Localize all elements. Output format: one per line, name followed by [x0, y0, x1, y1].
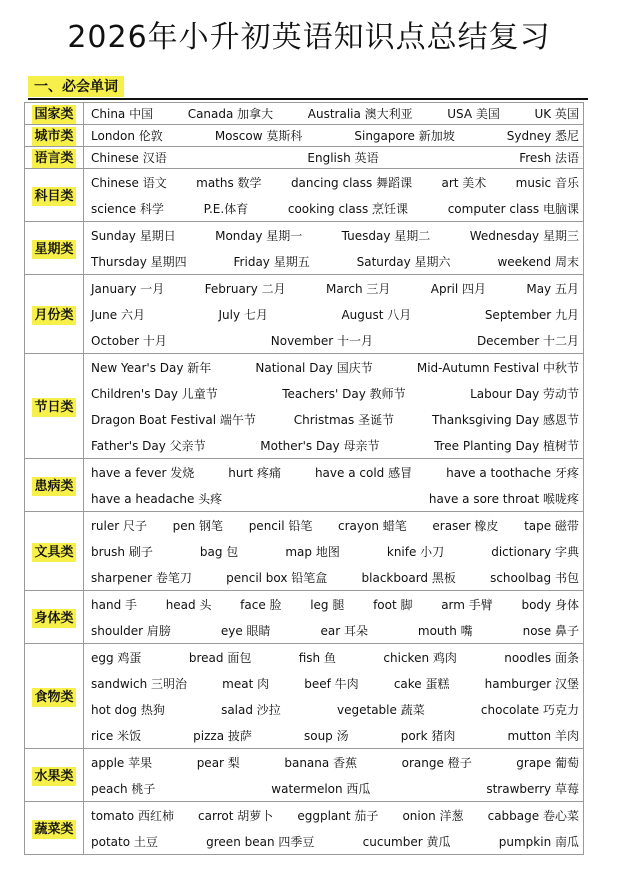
vocab-word: cucumber 黄瓜	[362, 834, 451, 849]
vocab-word: have a headache 头疼	[91, 491, 223, 506]
vocab-word: banana 香蕉	[284, 755, 358, 770]
vocab-word: National Day 国庆节	[255, 360, 373, 375]
vocab-word: peach 桃子	[91, 781, 156, 796]
vocab-word: leg 腿	[310, 597, 345, 612]
category-row	[25, 103, 584, 125]
vocab-word: P.E.体育	[203, 201, 249, 216]
category-label: 语言类	[34, 151, 74, 166]
word-line	[91, 380, 579, 406]
vocab-word: Father's Day 父亲节	[91, 438, 206, 453]
vocab-word: pen 钢笔	[172, 518, 224, 533]
vocab-word: January 一月	[91, 281, 165, 296]
vocab-word: June 六月	[91, 307, 145, 322]
vocab-word: Christmas 圣诞节	[293, 412, 395, 427]
vocab-word: hot dog 热狗	[91, 702, 165, 717]
word-line	[91, 775, 579, 801]
vocab-word: weekend 周末	[497, 254, 579, 269]
word-line	[91, 125, 579, 146]
word-line	[91, 749, 579, 775]
category-row	[25, 222, 584, 275]
vocab-word: salad 沙拉	[221, 702, 281, 717]
vocab-word: Sydney 悉尼	[506, 129, 579, 143]
category-items	[84, 591, 584, 644]
vocab-word: meat 肉	[222, 676, 270, 691]
category-items	[84, 103, 584, 125]
vocab-word: science 科学	[91, 201, 164, 216]
vocab-word: beef 牛肉	[304, 676, 359, 691]
vocab-word: hand 手	[91, 597, 137, 612]
vocab-word: nose 鼻子	[522, 623, 579, 638]
vocab-word: mutton 羊肉	[507, 728, 579, 743]
category-label: 星期类	[34, 241, 74, 257]
vocab-word: dancing class 舞蹈课	[290, 175, 413, 190]
vocab-word: bread 面包	[188, 650, 252, 665]
vocab-word: sandwich 三明治	[91, 676, 187, 691]
category-cell	[25, 644, 84, 749]
word-line	[91, 644, 579, 670]
vocab-word: pumpkin 南瓜	[498, 834, 579, 849]
word-line	[91, 485, 579, 511]
vocab-word: Tuesday 星期二	[341, 228, 431, 243]
vocab-word: egg 鸡蛋	[91, 650, 142, 665]
word-line	[91, 512, 579, 538]
vocab-word: pizza 披萨	[193, 728, 252, 743]
word-line	[91, 828, 579, 854]
vocab-word: Mother's Day 母亲节	[260, 438, 380, 453]
vocab-word: pear 梨	[196, 755, 240, 770]
vocab-word: bag 包	[199, 544, 239, 559]
vocab-word: March 三月	[326, 281, 391, 296]
vocab-word: eye 眼睛	[220, 623, 271, 638]
word-line	[91, 103, 579, 124]
category-cell	[25, 802, 84, 855]
vocab-word: May 五月	[526, 281, 579, 296]
vocab-word: September 九月	[484, 307, 579, 322]
vocab-word: Labour Day 劳动节	[470, 386, 579, 401]
vocab-word: tomato 西红柿	[91, 808, 174, 823]
vocab-word: ear 耳朵	[320, 623, 368, 638]
category-row	[25, 802, 584, 855]
vocab-word: foot 脚	[373, 597, 413, 612]
vocab-word: pencil 铅笔	[248, 518, 313, 533]
vocab-word: Dragon Boat Festival 端午节	[91, 412, 256, 427]
vocab-word: New Year's Day 新年	[91, 360, 212, 375]
word-line	[91, 169, 579, 195]
word-line	[91, 591, 579, 617]
vocab-word: body 身体	[521, 597, 579, 612]
vocab-word: Canada 加拿大	[187, 107, 274, 121]
vocab-word: eraser 橡皮	[432, 518, 499, 533]
word-line	[91, 147, 579, 168]
vocab-word: UK 英国	[534, 107, 579, 121]
word-line	[91, 222, 579, 248]
category-row	[25, 275, 584, 354]
vocab-word: knife 小刀	[386, 544, 445, 559]
vocab-word: crayon 蜡笔	[338, 518, 407, 533]
page-title: 2026年小升初英语知识点总结复习	[67, 20, 551, 55]
vocab-word: Friday 星期五	[233, 254, 310, 269]
vocab-word: orange 橙子	[401, 755, 472, 770]
word-line	[91, 459, 579, 485]
category-cell	[25, 125, 84, 147]
category-row	[25, 591, 584, 644]
vocab-word: soup 汤	[303, 728, 349, 743]
vocab-word: mouth 嘴	[417, 623, 473, 638]
category-row	[25, 749, 584, 802]
vocab-word: vegetable 蔬菜	[337, 702, 425, 717]
category-items	[84, 275, 584, 354]
category-label: 蔬菜类	[34, 821, 74, 837]
category-row	[25, 169, 584, 222]
vocab-word: chocolate 巧克力	[480, 702, 579, 717]
vocab-word: art 美术	[441, 175, 487, 190]
vocab-word: hamburger 汉堡	[484, 676, 579, 691]
vocab-word: green bean 四季豆	[206, 834, 315, 849]
vocab-word: rice 米饭	[91, 728, 142, 743]
word-line	[91, 432, 579, 458]
vocab-word: strawberry 草莓	[486, 781, 579, 796]
category-cell	[25, 512, 84, 591]
vocab-word: Thursday 星期四	[91, 254, 187, 269]
vocab-word: shoulder 肩膀	[91, 623, 171, 638]
category-cell	[25, 147, 84, 169]
category-label: 科目类	[34, 188, 74, 204]
vocab-word: February 二月	[204, 281, 286, 296]
vocab-word: Children's Day 儿童节	[91, 386, 218, 401]
word-line	[91, 406, 579, 432]
vocab-word: Fresh 法语	[519, 151, 579, 165]
vocab-word: eggplant 茄子	[297, 808, 379, 823]
vocab-word: tape 磁带	[524, 518, 579, 533]
word-line	[91, 538, 579, 564]
vocab-word: dictionary 字典	[491, 544, 579, 559]
category-cell	[25, 169, 84, 222]
vocab-word: USA 美国	[447, 107, 500, 121]
vocab-word: hurt 疼痛	[228, 465, 281, 480]
vocab-word: watermelon 西瓜	[271, 781, 371, 796]
category-row	[25, 459, 584, 512]
word-line	[91, 275, 579, 301]
vocab-word: Wednesday 星期三	[469, 228, 579, 243]
category-items	[84, 459, 584, 512]
vocab-word: Teachers' Day 教师节	[282, 386, 406, 401]
section-underline	[28, 98, 588, 100]
vocab-word: potato 土豆	[91, 834, 158, 849]
vocab-word: noodles 面条	[504, 650, 579, 665]
category-row	[25, 147, 584, 169]
vocab-word: chicken 鸡肉	[383, 650, 457, 665]
vocab-word: July 七月	[218, 307, 268, 322]
vocab-word: November 十一月	[270, 333, 374, 348]
vocab-word: Tree Planting Day 植树节	[434, 438, 579, 453]
word-line	[91, 722, 579, 748]
word-line	[91, 327, 579, 353]
word-line	[91, 354, 579, 380]
category-items	[84, 354, 584, 459]
vocab-word: pencil box 铅笔盒	[226, 570, 328, 585]
vocab-word: Australia 澳大利亚	[307, 107, 413, 121]
vocab-word: cabbage 卷心菜	[487, 808, 579, 823]
vocab-word: Thanksgiving Day 感恩节	[431, 412, 579, 427]
category-cell	[25, 591, 84, 644]
category-items	[84, 125, 584, 147]
vocab-word: Moscow 莫斯科	[214, 129, 303, 143]
vocab-word: Chinese 汉语	[91, 151, 167, 165]
vocab-word: schoolbag 书包	[490, 570, 579, 585]
category-row	[25, 354, 584, 459]
vocab-word: grape 葡萄	[516, 755, 579, 770]
word-line	[91, 670, 579, 696]
vocab-word: April 四月	[430, 281, 486, 296]
category-label: 节日类	[34, 399, 74, 415]
category-row	[25, 125, 584, 147]
category-items	[84, 512, 584, 591]
category-items	[84, 147, 584, 169]
vocab-word: maths 数学	[196, 175, 262, 190]
category-label: 身体类	[34, 610, 74, 626]
vocab-word: Sunday 星期日	[91, 228, 176, 243]
vocab-word: music 音乐	[515, 175, 579, 190]
vocab-word: computer class 电脑课	[447, 201, 579, 216]
category-cell	[25, 354, 84, 459]
vocab-word: have a toothache 牙疼	[446, 465, 579, 480]
vocabulary-table-body	[25, 103, 584, 855]
word-line	[91, 696, 579, 722]
vocab-word: Chinese 语文	[91, 175, 167, 190]
vocab-word: fish 鱼	[298, 650, 336, 665]
category-items	[84, 222, 584, 275]
category-cell	[25, 749, 84, 802]
category-label: 水果类	[34, 768, 74, 784]
vocab-word: have a sore throat 喉咙疼	[428, 491, 579, 506]
category-items	[84, 169, 584, 222]
vocab-word: have a fever 发烧	[91, 465, 195, 480]
category-label: 国家类	[34, 107, 74, 122]
category-label: 文具类	[34, 544, 74, 560]
vocab-word: August 八月	[341, 307, 412, 322]
word-line	[91, 617, 579, 643]
word-line	[91, 802, 579, 828]
vocab-word: face 脸	[240, 597, 282, 612]
word-line	[91, 301, 579, 327]
vocab-word: onion 洋葱	[402, 808, 464, 823]
vocab-word: map 地图	[285, 544, 340, 559]
word-line	[91, 564, 579, 590]
section-heading: 一、必会单词	[28, 76, 124, 97]
category-label: 食物类	[34, 689, 74, 705]
vocab-word: English 英语	[307, 151, 379, 165]
vocab-word: blackboard 黑板	[361, 570, 456, 585]
vocab-word: carrot 胡萝卜	[198, 808, 274, 823]
category-label: 城市类	[34, 129, 74, 144]
category-items	[84, 749, 584, 802]
word-line	[91, 195, 579, 221]
category-items	[84, 644, 584, 749]
vocab-word: China 中国	[91, 107, 154, 121]
category-cell	[25, 103, 84, 125]
vocab-word: head 头	[165, 597, 212, 612]
vocab-word: December 十二月	[476, 333, 579, 348]
vocab-word: have a cold 感冒	[314, 465, 413, 480]
vocab-word: sharpener 卷笔刀	[91, 570, 192, 585]
vocab-word: cooking class 烹饪课	[287, 201, 409, 216]
vocab-word: arm 手臂	[441, 597, 493, 612]
category-row	[25, 512, 584, 591]
vocab-word: ruler 尺子	[91, 518, 148, 533]
category-cell	[25, 222, 84, 275]
vocabulary-table	[24, 102, 584, 855]
category-label: 月份类	[34, 307, 74, 323]
vocab-word: apple 苹果	[91, 755, 153, 770]
vocab-word: October 十月	[91, 333, 167, 348]
category-row	[25, 644, 584, 749]
vocab-word: Monday 星期一	[215, 228, 303, 243]
vocab-word: pork 猪肉	[400, 728, 456, 743]
category-items	[84, 802, 584, 855]
vocab-word: London 伦敦	[91, 129, 163, 143]
vocab-word: Singapore 新加坡	[354, 129, 455, 143]
vocab-word: brush 刷子	[91, 544, 153, 559]
vocab-word: Saturday 星期六	[356, 254, 451, 269]
word-line	[91, 248, 579, 274]
category-cell	[25, 275, 84, 354]
vocab-word: cake 蛋糕	[393, 676, 450, 691]
category-label: 患病类	[34, 478, 74, 494]
vocab-word: Mid-Autumn Festival 中秋节	[416, 360, 579, 375]
category-cell	[25, 459, 84, 512]
